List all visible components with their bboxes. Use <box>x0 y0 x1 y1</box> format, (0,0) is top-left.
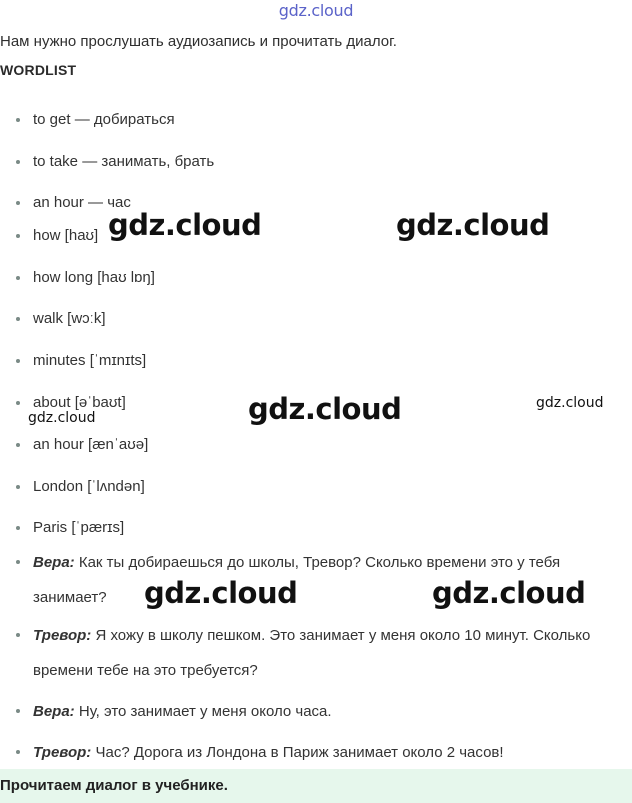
wordlist-heading: WORDLIST <box>0 62 77 78</box>
bullet-icon <box>16 560 20 564</box>
speaker-name: Вера: <box>33 703 75 720</box>
list-item-text: London [ˈlʌndən] <box>33 478 145 495</box>
speaker-name: Тревор: <box>33 744 92 761</box>
list-item-text: an hour [ænˈaʊə] <box>33 436 149 453</box>
bullet-icon <box>16 201 20 205</box>
dialog-line-text: Как ты добираешься до школы, Тревор? Сколько времени это у тебя занимает? <box>33 554 561 606</box>
bullet-icon <box>16 160 20 164</box>
bullet-icon <box>16 317 20 321</box>
bullet-icon <box>16 276 20 280</box>
watermark: gdz.cloud <box>432 576 586 610</box>
list-item-text: to get — добираться <box>33 111 175 128</box>
site-logo[interactable]: gdz.cloud <box>278 1 354 20</box>
dialog-text <box>33 618 632 688</box>
bullet-icon <box>16 443 20 447</box>
list-item-text: an hour — час <box>33 194 131 211</box>
watermark: gdz.cloud <box>28 410 96 426</box>
list-item-text: walk [wɔːk] <box>33 310 106 327</box>
watermark: gdz.cloud <box>248 392 402 426</box>
list-item-text: to take — занимать, брать <box>33 153 215 170</box>
list-item-text: about [əˈbaʊt] <box>33 394 126 411</box>
bullet-icon <box>16 359 20 363</box>
bullet-icon <box>16 234 20 238</box>
bullet-icon <box>16 750 20 754</box>
bullet-icon <box>16 526 20 530</box>
dialog-line-text: Час? Дорога из Лондона в Париж занимает около 2 часов! <box>91 744 504 761</box>
bullet-icon <box>16 401 20 405</box>
footer-banner <box>0 769 632 803</box>
dialog-line-text: Ну, это занимает у меня около часа. <box>74 703 332 720</box>
watermark: gdz.cloud <box>536 395 604 411</box>
watermark: gdz.cloud <box>396 208 550 242</box>
dialog-line-text: Я хожу в школу пешком. Это занимает у меня около 10 минут. Сколько времени тебе на это требуется? <box>33 627 591 679</box>
dialog-text <box>33 694 632 729</box>
speaker-name: Вера: <box>33 554 75 571</box>
bullet-icon <box>16 485 20 489</box>
speaker-name: Тревор: <box>33 627 92 644</box>
bullet-icon <box>16 709 20 713</box>
footer-text: Прочитаем диалог в учебнике. <box>0 777 228 794</box>
watermark: gdz.cloud <box>108 208 262 242</box>
bullet-icon <box>16 633 20 637</box>
dialog-text <box>33 735 632 770</box>
list-item-text: how long [haʊ lɒŋ] <box>33 269 155 286</box>
list-item-text: how [haʊ] <box>33 227 99 244</box>
list-item-text: Paris [ˈpærɪs] <box>33 519 125 536</box>
list-item-text: minutes [ˈmɪnɪts] <box>33 352 147 369</box>
intro-text: Нам нужно прослушать аудиозапись и прочитать диалог. <box>0 33 397 50</box>
watermark: gdz.cloud <box>144 576 298 610</box>
bullet-icon <box>16 118 20 122</box>
